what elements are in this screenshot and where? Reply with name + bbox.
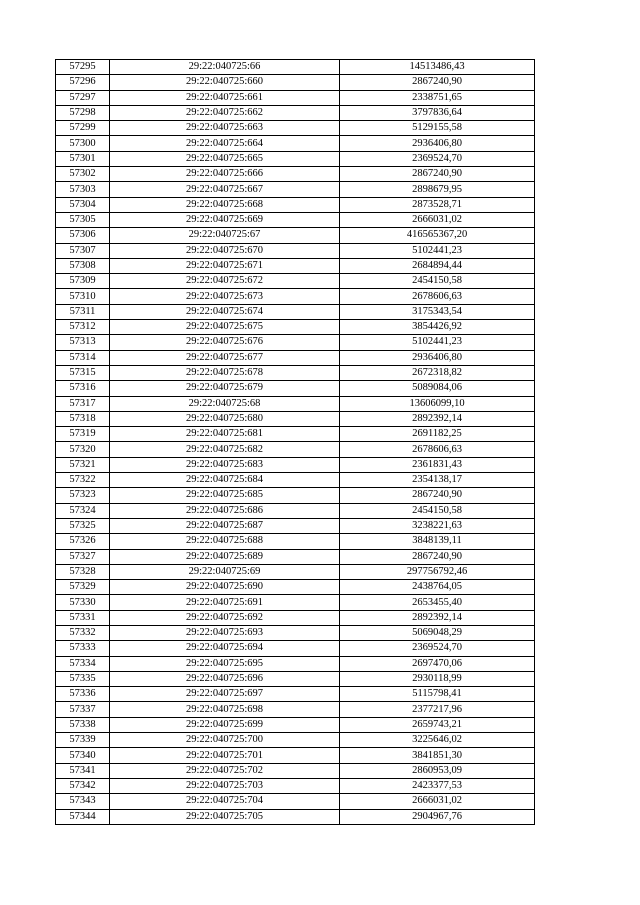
cadastral-number-cell: 29:22:040725:68 [110,396,340,411]
value-cell: 2867240,90 [340,75,535,90]
value-cell: 2684894,44 [340,258,535,273]
cadastral-number-cell: 29:22:040725:663 [110,121,340,136]
table-row [56,656,535,671]
value-cell: 14513486,43 [340,60,535,75]
cadastral-number-cell: 29:22:040725:682 [110,442,340,457]
row-number-cell: 57310 [56,289,110,304]
table-row [56,748,535,763]
table-row [56,151,535,166]
row-number-cell: 57318 [56,411,110,426]
value-cell: 2438764,05 [340,580,535,595]
row-number-cell: 57332 [56,625,110,640]
cadastral-number-cell: 29:22:040725:702 [110,763,340,778]
table-row [56,381,535,396]
value-cell: 2873528,71 [340,197,535,212]
row-number-cell: 57302 [56,167,110,182]
value-cell: 2892392,14 [340,610,535,625]
value-cell: 3225646,02 [340,733,535,748]
value-cell: 3841851,30 [340,748,535,763]
row-number-cell: 57298 [56,105,110,120]
row-number-cell: 57315 [56,365,110,380]
row-number-cell: 57331 [56,610,110,625]
table-row [56,778,535,793]
row-number-cell: 57333 [56,641,110,656]
cadastral-number-cell: 29:22:040725:674 [110,304,340,319]
value-cell: 2904967,76 [340,809,535,824]
row-number-cell: 57299 [56,121,110,136]
table-row [56,809,535,824]
value-cell: 5129155,58 [340,121,535,136]
table-row [56,60,535,75]
row-number-cell: 57338 [56,717,110,732]
value-cell: 2659743,21 [340,717,535,732]
cadastral-number-cell: 29:22:040725:697 [110,687,340,702]
value-cell: 3854426,92 [340,320,535,335]
table-row [56,564,535,579]
cadastral-number-cell: 29:22:040725:661 [110,90,340,105]
cadastral-number-cell: 29:22:040725:680 [110,411,340,426]
table-row [56,549,535,564]
table-row [56,289,535,304]
row-number-cell: 57334 [56,656,110,671]
value-cell: 2867240,90 [340,549,535,564]
value-cell: 5069048,29 [340,625,535,640]
cadastral-number-cell: 29:22:040725:700 [110,733,340,748]
cadastral-number-cell: 29:22:040725:667 [110,182,340,197]
table-row [56,625,535,640]
cadastral-number-cell: 29:22:040725:699 [110,717,340,732]
value-cell: 2936406,80 [340,350,535,365]
row-number-cell: 57340 [56,748,110,763]
cadastral-number-cell: 29:22:040725:692 [110,610,340,625]
row-number-cell: 57301 [56,151,110,166]
table-row [56,473,535,488]
cadastral-number-cell: 29:22:040725:698 [110,702,340,717]
table-row [56,610,535,625]
value-cell: 3797836,64 [340,105,535,120]
table-row [56,534,535,549]
row-number-cell: 57328 [56,564,110,579]
table-row [56,442,535,457]
table-row [56,763,535,778]
value-cell: 2678606,63 [340,442,535,457]
row-number-cell: 57336 [56,687,110,702]
row-number-cell: 57343 [56,794,110,809]
row-number-cell: 57313 [56,335,110,350]
table-row [56,411,535,426]
row-number-cell: 57337 [56,702,110,717]
table-row [56,518,535,533]
row-number-cell: 57326 [56,534,110,549]
cadastral-number-cell: 29:22:040725:66 [110,60,340,75]
cadastral-number-cell: 29:22:040725:672 [110,274,340,289]
table-row [56,427,535,442]
value-cell: 2936406,80 [340,136,535,151]
value-cell: 2666031,02 [340,212,535,227]
table-row [56,794,535,809]
row-number-cell: 57322 [56,473,110,488]
row-number-cell: 57341 [56,763,110,778]
table-row [56,396,535,411]
table-row [56,274,535,289]
row-number-cell: 57304 [56,197,110,212]
table-row [56,350,535,365]
value-cell: 2867240,90 [340,488,535,503]
cadastral-number-cell: 29:22:040725:668 [110,197,340,212]
row-number-cell: 57316 [56,381,110,396]
cadastral-number-cell: 29:22:040725:694 [110,641,340,656]
row-number-cell: 57330 [56,595,110,610]
table-row [56,212,535,227]
table-row [56,105,535,120]
cadastral-number-cell: 29:22:040725:687 [110,518,340,533]
value-cell: 2678606,63 [340,289,535,304]
cadastral-number-cell: 29:22:040725:701 [110,748,340,763]
row-number-cell: 57295 [56,60,110,75]
row-number-cell: 57335 [56,671,110,686]
cadastral-number-cell: 29:22:040725:696 [110,671,340,686]
row-number-cell: 57311 [56,304,110,319]
cadastral-number-cell: 29:22:040725:685 [110,488,340,503]
cadastral-number-cell: 29:22:040725:664 [110,136,340,151]
value-cell: 2361831,43 [340,457,535,472]
row-number-cell: 57307 [56,243,110,258]
value-cell: 2898679,95 [340,182,535,197]
cadastral-number-cell: 29:22:040725:67 [110,228,340,243]
value-cell: 3848139,11 [340,534,535,549]
value-cell: 13606099,10 [340,396,535,411]
row-number-cell: 57312 [56,320,110,335]
cadastral-number-cell: 29:22:040725:673 [110,289,340,304]
value-cell: 2860953,09 [340,763,535,778]
table-row [56,702,535,717]
cadastral-number-cell: 29:22:040725:669 [110,212,340,227]
table-row [56,733,535,748]
cadastral-number-cell: 29:22:040725:705 [110,809,340,824]
value-cell: 416565367,20 [340,228,535,243]
row-number-cell: 57296 [56,75,110,90]
row-number-cell: 57324 [56,503,110,518]
cadastral-number-cell: 29:22:040725:688 [110,534,340,549]
value-cell: 2454150,58 [340,503,535,518]
table-row [56,671,535,686]
table-row [56,687,535,702]
cadastral-number-cell: 29:22:040725:681 [110,427,340,442]
row-number-cell: 57317 [56,396,110,411]
value-cell: 5089084,06 [340,381,535,396]
table-row [56,75,535,90]
row-number-cell: 57305 [56,212,110,227]
cadastral-number-cell: 29:22:040725:665 [110,151,340,166]
table-row [56,488,535,503]
cadastral-number-cell: 29:22:040725:689 [110,549,340,564]
row-number-cell: 57327 [56,549,110,564]
cadastral-number-cell: 29:22:040725:69 [110,564,340,579]
cadastral-number-cell: 29:22:040725:683 [110,457,340,472]
table-row [56,197,535,212]
value-cell: 2423377,53 [340,778,535,793]
value-cell: 2672318,82 [340,365,535,380]
value-cell: 2666031,02 [340,794,535,809]
table-row [56,182,535,197]
cadastral-number-cell: 29:22:040725:693 [110,625,340,640]
data-table-body [56,60,535,825]
cadastral-number-cell: 29:22:040725:676 [110,335,340,350]
row-number-cell: 57319 [56,427,110,442]
table-row [56,90,535,105]
table-row [56,580,535,595]
value-cell: 5102441,23 [340,335,535,350]
value-cell: 3175343,54 [340,304,535,319]
cadastral-number-cell: 29:22:040725:662 [110,105,340,120]
row-number-cell: 57321 [56,457,110,472]
value-cell: 297756792,46 [340,564,535,579]
cadastral-number-cell: 29:22:040725:679 [110,381,340,396]
row-number-cell: 57342 [56,778,110,793]
cadastral-number-cell: 29:22:040725:677 [110,350,340,365]
value-cell: 2377217,96 [340,702,535,717]
table-row [56,228,535,243]
table-row [56,320,535,335]
value-cell: 2338751,65 [340,90,535,105]
row-number-cell: 57303 [56,182,110,197]
table-row [56,243,535,258]
cadastral-number-cell: 29:22:040725:695 [110,656,340,671]
row-number-cell: 57339 [56,733,110,748]
value-cell: 2697470,06 [340,656,535,671]
row-number-cell: 57297 [56,90,110,105]
row-number-cell: 57309 [56,274,110,289]
cadastral-number-cell: 29:22:040725:684 [110,473,340,488]
cadastral-number-cell: 29:22:040725:686 [110,503,340,518]
table-row [56,717,535,732]
value-cell: 2369524,70 [340,151,535,166]
table-row [56,641,535,656]
cadastral-number-cell: 29:22:040725:678 [110,365,340,380]
value-cell: 2454150,58 [340,274,535,289]
cadastral-number-cell: 29:22:040725:704 [110,794,340,809]
row-number-cell: 57325 [56,518,110,533]
value-cell: 3238221,63 [340,518,535,533]
cadastral-number-cell: 29:22:040725:660 [110,75,340,90]
table-row [56,136,535,151]
row-number-cell: 57329 [56,580,110,595]
table-row [56,167,535,182]
value-cell: 2354138,17 [340,473,535,488]
value-cell: 2369524,70 [340,641,535,656]
row-number-cell: 57308 [56,258,110,273]
table-row [56,121,535,136]
row-number-cell: 57314 [56,350,110,365]
table-row [56,457,535,472]
table-row [56,258,535,273]
cadastral-number-cell: 29:22:040725:691 [110,595,340,610]
table-row [56,503,535,518]
cadastral-number-cell: 29:22:040725:666 [110,167,340,182]
cadastral-number-cell: 29:22:040725:675 [110,320,340,335]
value-cell: 5102441,23 [340,243,535,258]
row-number-cell: 57344 [56,809,110,824]
table-row [56,304,535,319]
value-cell: 2930118,99 [340,671,535,686]
row-number-cell: 57320 [56,442,110,457]
cadastral-number-cell: 29:22:040725:671 [110,258,340,273]
value-cell: 2892392,14 [340,411,535,426]
value-cell: 2691182,25 [340,427,535,442]
value-cell: 2867240,90 [340,167,535,182]
table-row [56,365,535,380]
value-cell: 5115798,41 [340,687,535,702]
cadastral-number-cell: 29:22:040725:670 [110,243,340,258]
row-number-cell: 57306 [56,228,110,243]
row-number-cell: 57300 [56,136,110,151]
table-row [56,595,535,610]
cadastral-number-cell: 29:22:040725:703 [110,778,340,793]
value-cell: 2653455,40 [340,595,535,610]
row-number-cell: 57323 [56,488,110,503]
data-table [55,59,535,825]
table-row [56,335,535,350]
cadastral-number-cell: 29:22:040725:690 [110,580,340,595]
